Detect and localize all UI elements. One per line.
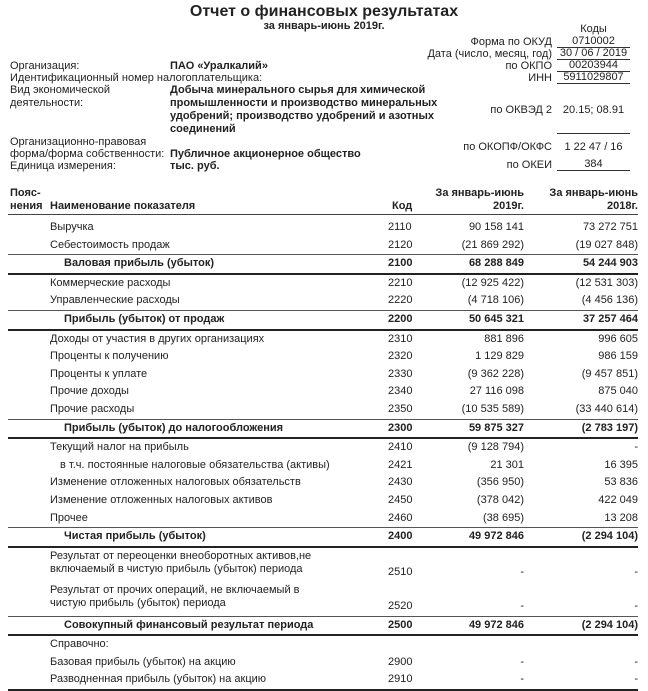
row-value-2019: - (520, 599, 524, 612)
table-row (8, 528, 638, 548)
okpo-value: 00203944 (557, 59, 630, 72)
report-period: за январь-июнь 2019г. (263, 20, 385, 32)
row-name: Результат от прочих операций, не включаемый в чистую прибыль (убыток) периода (50, 583, 300, 609)
row-value-2019: 90 158 141 (468, 221, 524, 233)
row-code: 2330 (388, 367, 413, 380)
row-value-2018: (2 783 197) (581, 421, 638, 434)
row-code: 2350 (388, 402, 413, 415)
activity-label-1: Вид экономической (10, 84, 111, 96)
row-code: 2220 (388, 294, 413, 307)
name-header: Наименование показателя (50, 200, 196, 212)
unit-label: Единица измерения: (10, 160, 116, 172)
row-name: Изменение отложенных налоговых обязательств (50, 476, 301, 489)
row-name: Чистая прибыль (убыток) (64, 530, 206, 543)
row-name: Себестоимость продаж (50, 238, 170, 251)
activity-line-4: соединений (170, 123, 236, 135)
row-name: Выручка (50, 221, 94, 233)
activity-line-1: Добыча минерального сырья для химической (170, 84, 426, 96)
col-2019-header-1: За январь-июнь (435, 187, 524, 199)
row-code: 2510 (388, 565, 413, 578)
row-value-2019: (21 869 292) (461, 238, 524, 251)
org-value: ПАО «Уралкалий» (170, 60, 268, 72)
row-value-2018: 73 272 751 (582, 221, 638, 233)
unit-value: тыс. руб. (170, 160, 220, 172)
row-value-2019: 881 896 (484, 332, 524, 345)
report-title: Отчет о финансовых результатах (189, 3, 459, 20)
row-name: Валовая прибыль (убыток) (64, 257, 215, 270)
row-value-2018: - (634, 565, 638, 578)
row-value-2019: (4 718 106) (467, 294, 524, 307)
row-value-2018: 16 395 (604, 458, 638, 471)
table-row (8, 474, 638, 492)
row-value-2019: (9 362 228) (467, 367, 524, 380)
notes-header-2: нения (10, 200, 43, 212)
table-row (8, 219, 638, 237)
row-name: Справочно: (50, 638, 109, 651)
inn-label: Идентификационный номер налогоплательщика: (10, 72, 263, 84)
row-name: Базовая прибыль (убыток) на акцию (50, 655, 236, 668)
row-code: 2300 (388, 421, 413, 434)
inn-code-label: ИНН (528, 72, 552, 84)
table-row (8, 420, 638, 440)
row-name: Текущий налог на прибыль (50, 441, 189, 454)
financial-results-table (8, 184, 638, 691)
row-value-2019: (12 925 422) (461, 276, 524, 289)
row-code: 2340 (388, 385, 413, 398)
col-2019-header-2: 2019г. (492, 200, 524, 212)
row-code: 2430 (388, 476, 413, 489)
row-code: 2320 (388, 350, 413, 363)
row-value-2019: 50 645 321 (468, 312, 524, 325)
table-row (8, 311, 638, 331)
org-label: Организация: (10, 60, 80, 72)
row-value-2019: (378 042) (476, 493, 524, 506)
table-header (8, 184, 638, 215)
table-row (8, 671, 638, 691)
row-code: 2910 (388, 673, 413, 686)
form-label-2: форма/форма собственности: (10, 148, 165, 160)
table-row (8, 237, 638, 256)
table-row (8, 292, 638, 311)
table-row (8, 654, 638, 672)
row-code: 2500 (388, 618, 413, 631)
okud-value: 0710002 (557, 35, 630, 48)
row-code: 2410 (388, 441, 413, 454)
row-name: Прибыль (убыток) до налогообложения (64, 421, 284, 434)
row-code: 2421 (388, 458, 413, 471)
table-row (8, 617, 638, 637)
code-header: Код (392, 200, 413, 212)
row-value-2018: - (634, 673, 638, 686)
row-name: Прибыль (убыток) от продаж (64, 312, 225, 325)
activity-label-2: деятельности: (10, 97, 84, 109)
date-value: 30 / 06 / 2019 (557, 47, 630, 60)
row-code: 2200 (388, 312, 413, 325)
okud-label: Форма по ОКУД (470, 36, 552, 48)
row-code: 2900 (388, 655, 413, 668)
row-value-2018: 875 040 (598, 385, 638, 398)
row-value-2018: - (634, 599, 638, 612)
table-row (8, 492, 638, 510)
row-name: Прочие расходы (50, 402, 135, 415)
okpo-label: по ОКПО (505, 60, 552, 72)
table-row (8, 510, 638, 529)
row-name: Проценты к получению (50, 350, 169, 363)
codes-heading: Коды (580, 23, 607, 35)
row-value-2018: 422 049 (598, 493, 638, 506)
activity-line-3: удобрений; производство удобрений и азотных (170, 110, 434, 122)
table-row (8, 401, 638, 420)
row-code: 2450 (388, 493, 413, 506)
row-value-2018: (19 027 848) (575, 238, 638, 251)
row-name: Коммерческие расходы (50, 276, 171, 289)
row-value-2019: 49 972 846 (468, 530, 524, 543)
row-value-2018: 986 159 (598, 350, 638, 363)
table-row (8, 457, 638, 475)
row-value-2019: - (520, 673, 524, 686)
row-value-2018: (33 440 614) (575, 402, 638, 415)
row-code: 2210 (388, 276, 413, 289)
row-value-2019: 21 301 (490, 458, 524, 471)
table-row (8, 636, 638, 654)
row-name: Результат от переоценки внеоборотных активов,не включаемый в чистую прибыль (убыток) периода (50, 549, 312, 575)
date-label: Дата (число, месяц, год) (427, 48, 552, 60)
okved-label: по ОКВЭД 2 (490, 104, 552, 116)
row-value-2019: (9 128 794) (467, 441, 524, 454)
row-code: 2400 (388, 530, 413, 543)
row-name: Проценты к уплате (50, 367, 148, 380)
table-row (8, 366, 638, 384)
row-value-2018: 54 244 903 (582, 257, 638, 270)
notes-header-1: Пояс- (10, 187, 41, 199)
row-value-2019: - (520, 565, 524, 578)
table-row (8, 331, 638, 349)
row-name: в т.ч. постоянные налоговые обязательства (активы) (60, 458, 330, 471)
okved-value: 20.15; 08.91 (562, 104, 625, 116)
form-label-1: Организационно-правовая (10, 136, 147, 148)
row-value-2018: (9 457 851) (581, 367, 638, 380)
table-row (8, 383, 638, 401)
col-2018-header-1: За январь-июнь (549, 187, 638, 199)
row-value-2019: 49 972 846 (468, 618, 524, 631)
row-code: 2110 (388, 221, 412, 233)
row-value-2019: 59 875 327 (468, 421, 524, 434)
okei-label: по ОКЕИ (506, 159, 552, 171)
row-code: 2100 (388, 257, 413, 270)
row-value-2018: (2 294 104) (581, 530, 638, 543)
row-value-2019: - (520, 655, 524, 668)
row-name: Изменение отложенных налоговых активов (50, 493, 273, 506)
okei-value: 384 (557, 158, 630, 171)
row-value-2019: 27 116 098 (469, 385, 524, 398)
table-row (8, 439, 638, 457)
row-name: Доходы от участия в других организациях (50, 332, 265, 345)
table-row (8, 275, 638, 293)
table-row (8, 548, 638, 582)
row-value-2018: - (634, 441, 638, 454)
row-code: 2520 (388, 599, 413, 612)
row-value-2018: - (634, 655, 638, 668)
okopf-label: по ОКОПФ/ОКФС (463, 141, 552, 153)
row-code: 2120 (388, 238, 413, 251)
col-2018-header-2: 2018г. (606, 200, 638, 212)
row-value-2019: (10 535 589) (461, 402, 524, 415)
row-code: 2310 (388, 332, 413, 345)
inn-value: 5911029807 (557, 71, 630, 84)
table-row (8, 255, 638, 275)
table-row (8, 348, 638, 366)
row-value-2019: (38 695) (483, 511, 524, 524)
row-name: Разводненная прибыль (убыток) на акцию (50, 673, 267, 686)
row-name: Совокупный финансовый результат периода (64, 618, 314, 631)
row-value-2018: (2 294 104) (581, 618, 638, 631)
row-value-2018: 37 257 464 (582, 312, 638, 325)
table-row (8, 582, 638, 617)
row-code: 2460 (388, 511, 413, 524)
row-name: Прочее (50, 511, 88, 524)
row-value-2018: 13 208 (604, 511, 638, 524)
row-value-2019: (356 950) (476, 476, 524, 489)
okved-divider (557, 133, 630, 134)
row-name: Прочие доходы (50, 385, 129, 398)
row-value-2018: 53 836 (604, 476, 638, 489)
row-value-2018: (12 531 303) (575, 276, 638, 289)
row-value-2019: 68 288 849 (468, 257, 524, 270)
row-value-2018: 996 605 (598, 332, 638, 345)
form-value: Публичное акционерное общество (170, 148, 361, 160)
row-value-2019: 1 129 829 (475, 350, 524, 363)
okopf-value: 1 22 47 / 16 (564, 141, 623, 153)
activity-line-2: промышленности и производство минеральных (170, 97, 438, 109)
row-name: Управленческие расходы (50, 294, 180, 307)
table-body (8, 219, 638, 691)
row-value-2018: (4 456 136) (581, 294, 638, 307)
